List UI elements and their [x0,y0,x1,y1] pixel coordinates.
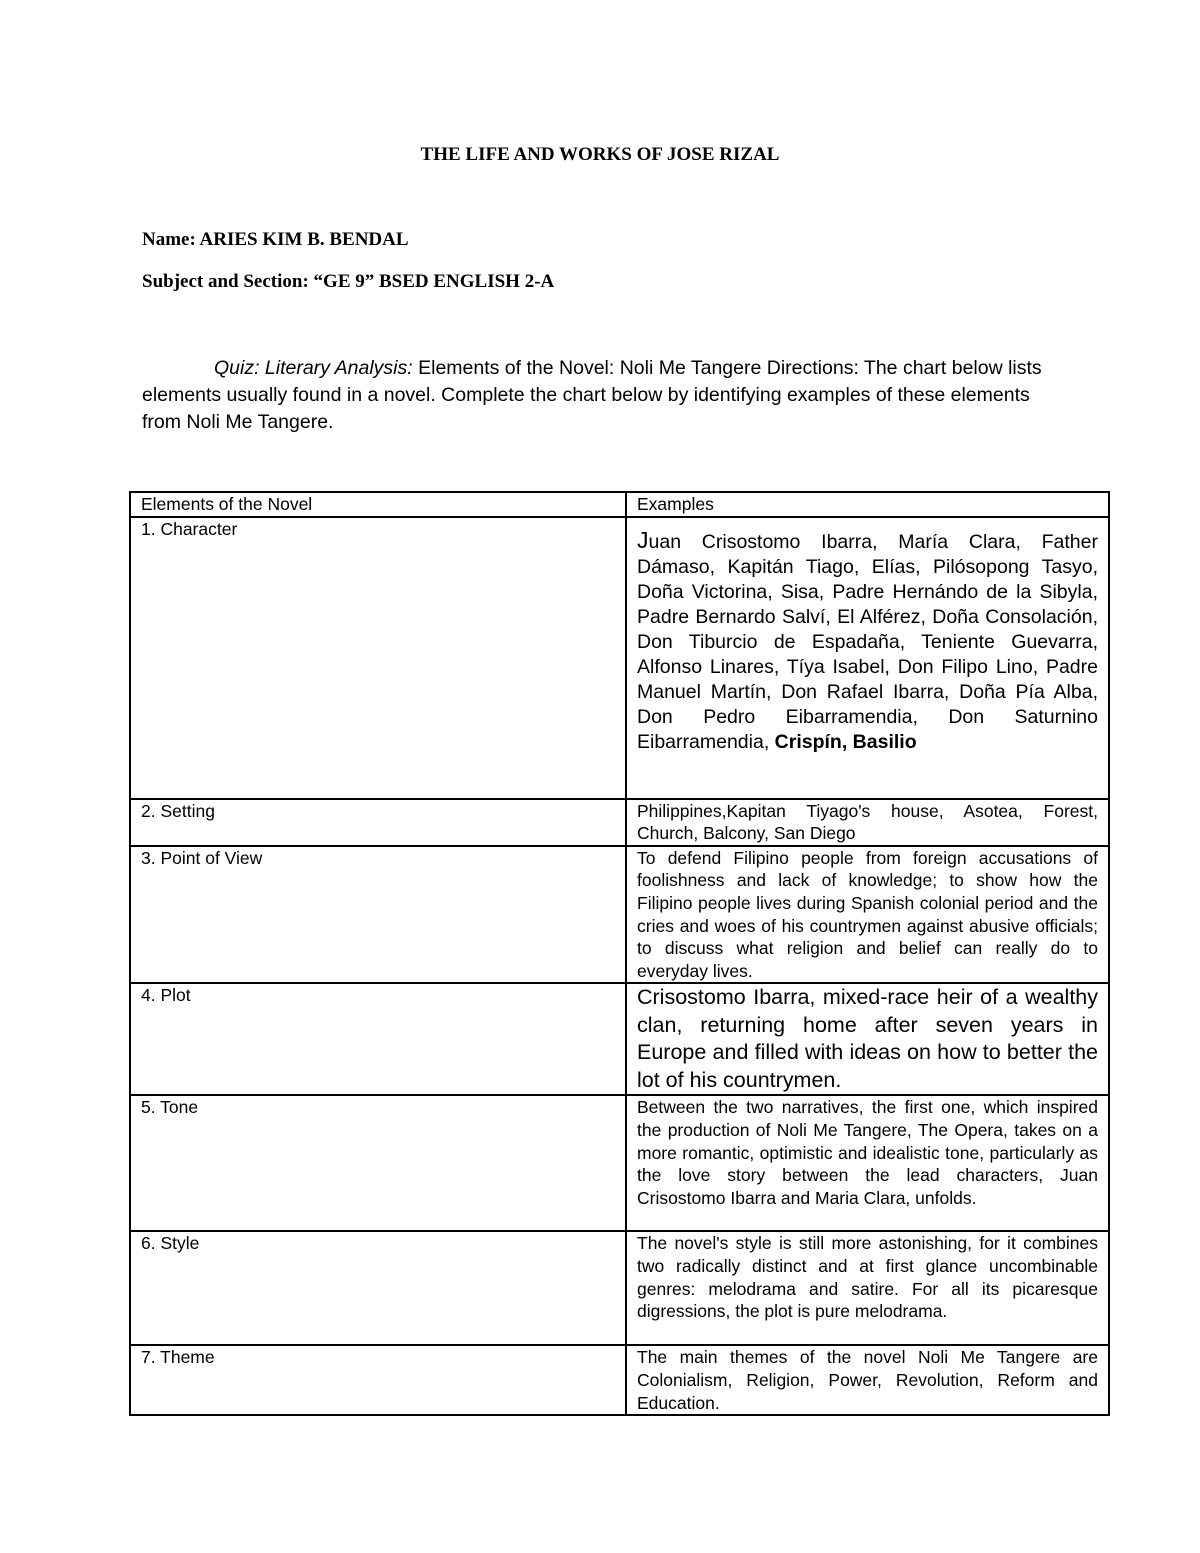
table-row [130,517,1109,799]
character-list-bold: Crispín, Basilio [774,730,917,753]
table-row [130,1095,1109,1231]
directions-text: Elements of the Novel: Noli Me Tangere Directions: The chart below lists elements usually found in a novel. Complete the chart below by identifying examples of these elements from Noli Me Tangere. [142,357,1042,433]
element-cell: 3. Point of View [130,846,626,984]
character-list: uan Crisostomo Ibarra, María Clara, Father Dámaso, Kapitán Tiago, Elías, Pilósopong Tasyo, Doña Victorina, Sisa, Padre Hernándo de la Sibyla, Padre Bernardo Salví, El Alférez, Doña Consolación, Don Tiburcio de Espadaña, Teniente Guevarra, Alfonso Linares, Tíya Isabel, Don Filipo Lino, Padre Manuel Martín, Don Rafael Ibarra, Doña Pía Alba, Don Pedro Eibarramendia, Don Saturnino Eibarramendia, [637,530,1098,753]
table-row [130,983,1109,1095]
table-row [130,846,1109,984]
element-cell: 2. Setting [130,799,626,846]
table-row [130,1231,1109,1345]
example-cell [626,517,1109,799]
example-cell: Philippines,Kapitan Tiyago's house, Asotea, Forest, Church, Balcony, San Diego [626,799,1109,846]
elements-table [129,491,1110,1416]
example-cell: Crisostomo Ibarra, mixed-race heir of a wealthy clan, returning home after seven years in Europe and filled with ideas on how to better the lot of his countrymen. [626,983,1109,1095]
example-cell: To defend Filipino people from foreign accusations of foolishness and lack of knowledge; to show how the Filipino people lives during Spanish colonial period and the cries and woes of his countrymen against abusive officials; to discuss what religion and belief can really do to everyday lives. [626,846,1109,984]
element-cell: 6. Style [130,1231,626,1345]
document-title: THE LIFE AND WORKS OF JOSE RIZAL [420,144,780,165]
quiz-directions [142,355,1062,436]
name-line: Name: ARIES KIM B. BENDAL [142,229,409,250]
header-elements: Elements of the Novel [130,492,626,517]
example-cell: The novel's style is still more astonishing, for it combines two radically distinct and at first glance uncombinable genres: melodrama and satire. For all its picaresque digressions, the plot is pure melodrama. [626,1231,1109,1345]
drop-letter: J [637,526,649,553]
table-row [130,799,1109,846]
element-cell: 4. Plot [130,983,626,1095]
quiz-label: Quiz: Literary Analysis: [214,357,413,379]
example-cell: Between the two narratives, the first one, which inspired the production of Noli Me Tangere, The Opera, takes on a more romantic, optimistic and idealistic tone, particularly as the love story between the lead characters, Juan Crisostomo Ibarra and Maria Clara, unfolds. [626,1095,1109,1231]
header-examples: Examples [626,492,1109,517]
element-cell: 1. Character [130,517,626,799]
character-examples [637,518,1098,755]
element-cell: 5. Tone [130,1095,626,1231]
table-header-row [130,492,1109,517]
table-row [130,1345,1109,1415]
example-cell: The main themes of the novel Noli Me Tangere are Colonialism, Religion, Power, Revolution, Reform and Education. [626,1345,1109,1415]
element-cell: 7. Theme [130,1345,626,1415]
subject-line: Subject and Section: “GE 9” BSED ENGLISH 2-A [142,271,555,292]
